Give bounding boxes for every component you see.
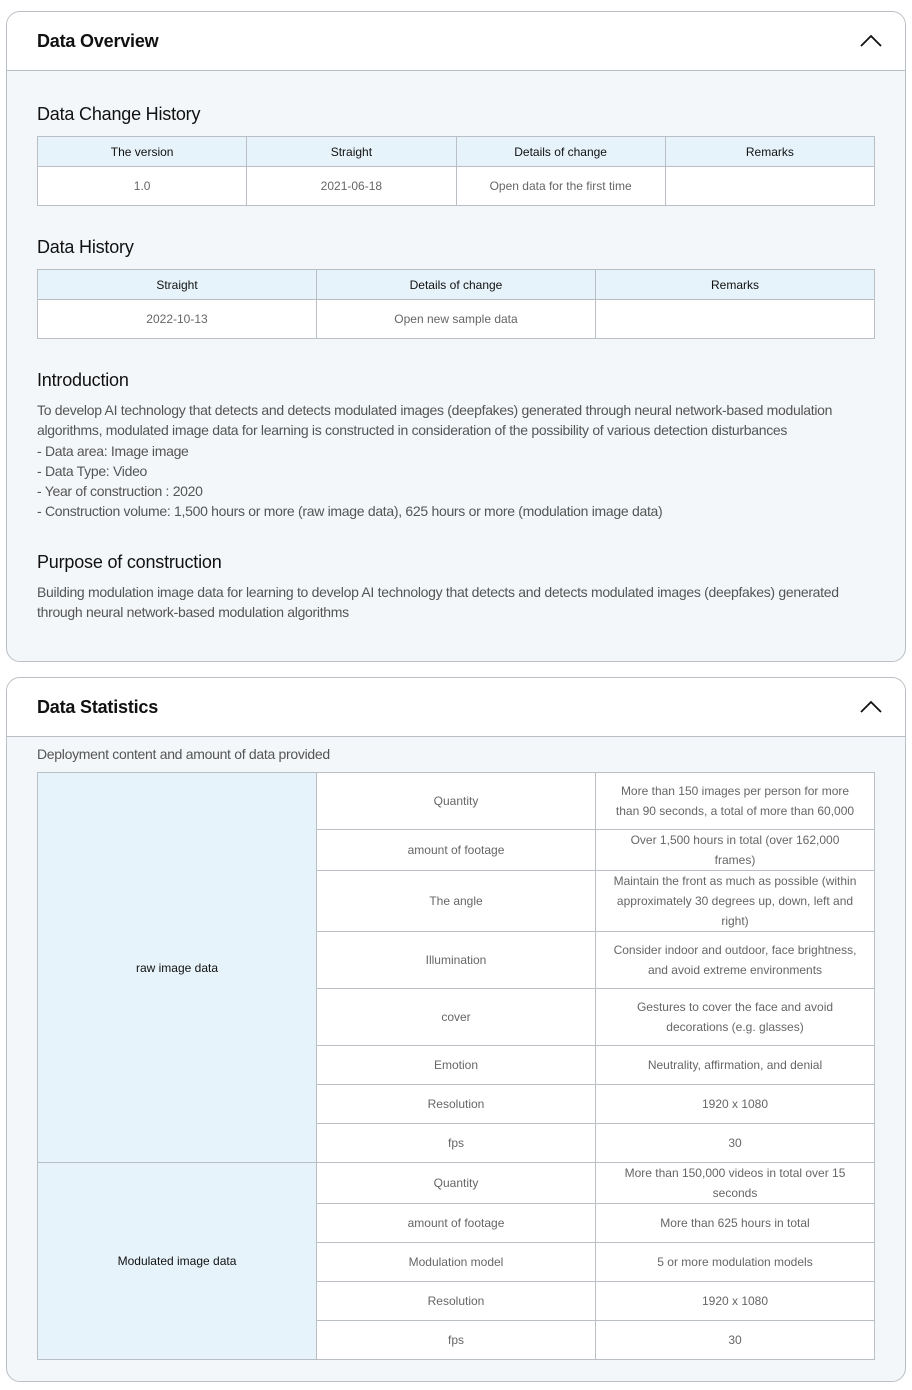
attribute-label: fps <box>317 1321 596 1360</box>
intro-line: - Data Type: Video <box>37 462 148 479</box>
attribute-label: fps <box>317 1124 596 1163</box>
attribute-value: Consider indoor and outdoor, face brightness, and avoid extreme environments <box>596 932 875 989</box>
group-label: raw image data <box>38 773 317 1163</box>
data-overview-header[interactable] <box>7 12 905 71</box>
attribute-value: Maintain the front as much as possible (within approximately 30 degrees up, down, left and right) <box>596 871 875 932</box>
column-header: Details of change <box>317 270 596 300</box>
table-row <box>38 773 875 830</box>
data-statistics-panel <box>6 677 906 1382</box>
column-header: Remarks <box>596 270 875 300</box>
attribute-label: Quantity <box>317 773 596 830</box>
table-cell <box>596 300 875 339</box>
attribute-value: More than 150,000 videos in total over 15 seconds <box>596 1163 875 1204</box>
table-cell: Open new sample data <box>317 300 596 339</box>
panel-title: Data Overview <box>37 30 159 51</box>
column-header: Details of change <box>456 137 665 167</box>
statistics-table <box>37 772 875 1360</box>
attribute-label: cover <box>317 989 596 1046</box>
attribute-label: Resolution <box>317 1282 596 1321</box>
introduction-text <box>37 400 875 522</box>
attribute-value: 1920 x 1080 <box>596 1085 875 1124</box>
table-cell: 1.0 <box>38 167 247 206</box>
table-cell <box>665 167 874 206</box>
data-statistics-header[interactable] <box>7 678 905 737</box>
intro-line: - Data area: Image image <box>37 442 189 459</box>
data-history-table <box>37 269 875 339</box>
chevron-up-icon[interactable] <box>859 29 883 53</box>
column-header: The version <box>38 137 247 167</box>
column-header: Straight <box>38 270 317 300</box>
table-row <box>38 300 875 339</box>
attribute-label: Emotion <box>317 1046 596 1085</box>
intro-line: To develop AI technology that detects and detects modulated images (deepfakes) generated through neural network-based modulation algorithms, modulated image data for learning is constructed in consideration of the possibility of various detection disturbances <box>37 402 833 439</box>
change-history-table <box>37 136 875 206</box>
attribute-value: More than 150 images per person for more than 90 seconds, a total of more than 60,000 <box>596 773 875 830</box>
attribute-value: 5 or more modulation models <box>596 1243 875 1282</box>
table-header-row <box>38 270 875 300</box>
attribute-value: More than 625 hours in total <box>596 1204 875 1243</box>
purpose-text: Building modulation image data for learning to develop AI technology that detects and detects modulated images (deepfakes) generated through neural network-based modulation algorithms <box>37 583 839 621</box>
attribute-label: The angle <box>317 871 596 932</box>
attribute-value: 1920 x 1080 <box>596 1282 875 1321</box>
attribute-label: Resolution <box>317 1085 596 1124</box>
attribute-label: Illumination <box>317 932 596 989</box>
intro-line: - Construction volume: 1,500 hours or more (raw image data), 625 hours or more (modulation image data) <box>37 503 663 520</box>
data-overview-panel <box>6 11 906 662</box>
attribute-value: Neutrality, affirmation, and denial <box>596 1046 875 1085</box>
section-heading: Purpose of construction <box>37 551 222 572</box>
table-header-row <box>38 137 875 167</box>
attribute-value: 30 <box>596 1321 875 1360</box>
attribute-label: Modulation model <box>317 1243 596 1282</box>
panel-title: Data Statistics <box>37 696 159 717</box>
table-cell: Open data for the first time <box>456 167 665 206</box>
section-heading: Introduction <box>37 370 129 390</box>
attribute-label: amount of footage <box>317 830 596 871</box>
table-cell: 2022-10-13 <box>38 300 317 339</box>
column-header: Remarks <box>665 137 874 167</box>
attribute-label: Quantity <box>317 1163 596 1204</box>
statistics-subtitle: Deployment content and amount of data provided <box>37 746 330 762</box>
section-heading: Data Change History <box>37 104 201 124</box>
column-header: Straight <box>247 137 456 167</box>
intro-line: - Year of construction : 2020 <box>37 483 203 500</box>
chevron-up-icon[interactable] <box>859 695 883 719</box>
table-row <box>38 1163 875 1204</box>
attribute-value: 30 <box>596 1124 875 1163</box>
attribute-value: Over 1,500 hours in total (over 162,000 frames) <box>596 830 875 871</box>
attribute-value: Gestures to cover the face and avoid decorations (e.g. glasses) <box>596 989 875 1046</box>
table-row <box>38 167 875 206</box>
group-label: Modulated image data <box>38 1163 317 1360</box>
attribute-label: amount of footage <box>317 1204 596 1243</box>
table-cell: 2021-06-18 <box>247 167 456 206</box>
section-heading: Data History <box>37 237 134 257</box>
